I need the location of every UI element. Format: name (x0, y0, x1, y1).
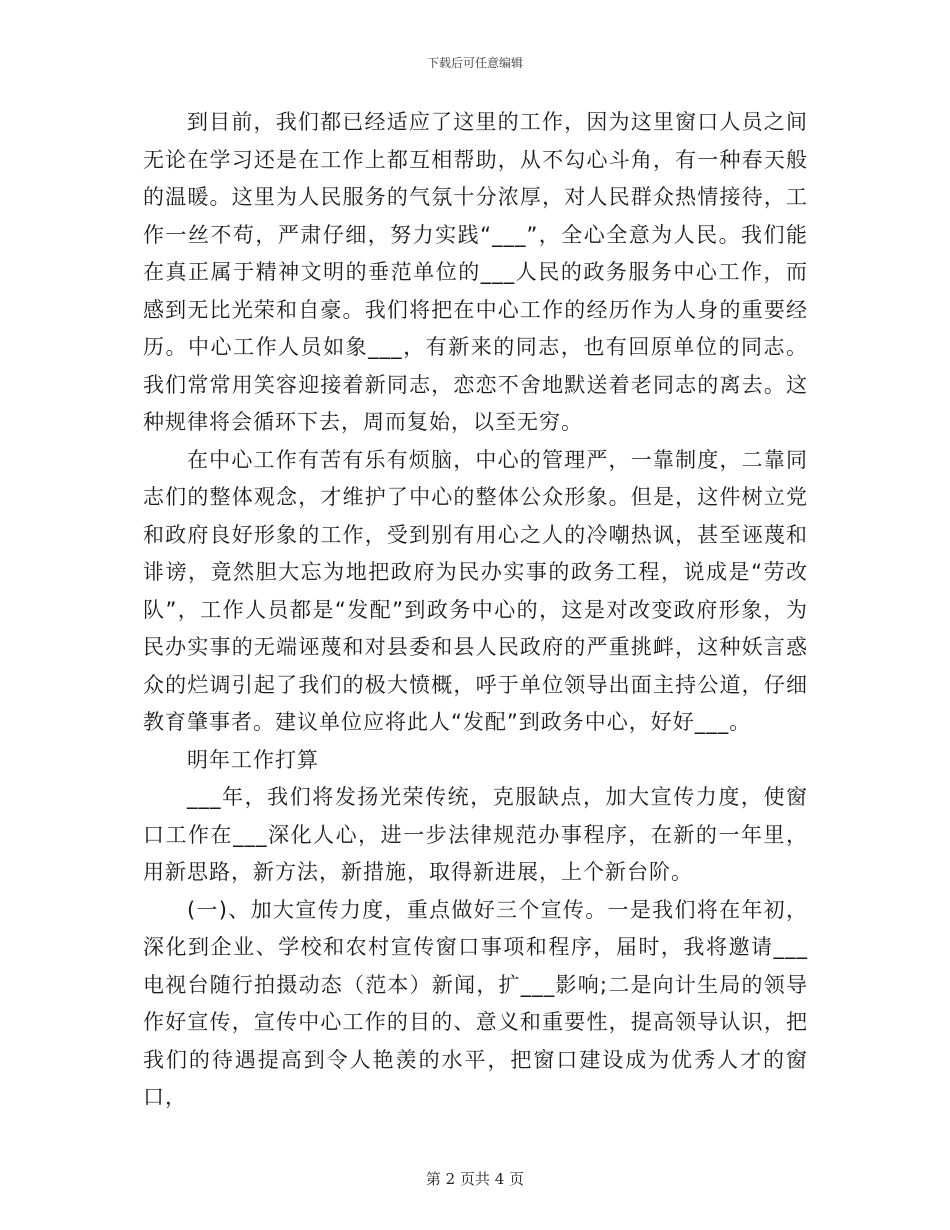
page-header-note: 下载后可任意编辑 (426, 56, 523, 70)
paragraph-1: 到目前，我们都已经适应了这里的工作，因为这里窗口人员之间无论在学习还是在工作上都互相帮助，从不勾心斗角，有一种春天般的温暖。这里为人民服务的气氛十分浓厚，对人民群众热情接待，工作一丝不苟，严肃仔细，努力实践“___”，全心全意为人民。我们能在真正属于精神文明的垂范单位的___人民的政务服务中心工作，而感到无比光荣和自豪。我们将把在中心工作的经历作为人身的重要经历。中心工作人员如象___，有新来的同志，也有回原单位的同志。我们常常用笑容迎接着新同志，恋恋不舍地默送着老同志的离去。这种规律将会循环下去，周而复始，以至无穷。 (143, 110, 808, 434)
section-heading: 明年工作打算 (187, 747, 319, 772)
paragraph-2: 在中心工作有苦有乐有烦脑，中心的管理严，一靠制度，二靠同志们的整体观念，才维护了中心的整体公众形象。但是，这件树立党和政府良好形象的工作，受到别有用心之人的冷嘲热讽，甚至诬蔑和诽谤，竟然胆大忘为地把政府为民办实事的政务工程，说成是“劳改队”，工作人员都是“发配”到政务中心的，这是对改变政府形象，为民办实事的无端诬蔑和对县委和县人民政府的严重挑衅，这种妖言惑众的烂调引起了我们的极大愤概，呼于单位领导出面主持公道，仔细教育肇事者。建议单位应将此人“发配”到政务中心，好好___。 (143, 447, 808, 734)
paragraph-4: (一)、加大宣传力度，重点做好三个宣传。一是我们将在年初，深化到企业、学校和农村宣传窗口事项和程序，届时，我将邀请___电视台随行拍摄动态（范本）新闻，扩___影响;二是向计生局的领导作好宣传，宣传中心工作的目的、意义和重要性，提高领导认识，把我们的待遇提高到令人艳羡的水平，把窗口建设成为优秀人才的窗口， (143, 897, 808, 1109)
document-body (143, 104, 808, 1117)
page-number: 第 2 页共 4 页 (425, 1170, 525, 1188)
paragraph-3: ___年，我们将发扬光荣传统，克服缺点，加大宣传力度，使窗口工作在___深化人心，进一步法律规范办事程序，在新的一年里，用新思路，新方法，新措施，取得新进展，上个新台阶。 (143, 785, 808, 884)
